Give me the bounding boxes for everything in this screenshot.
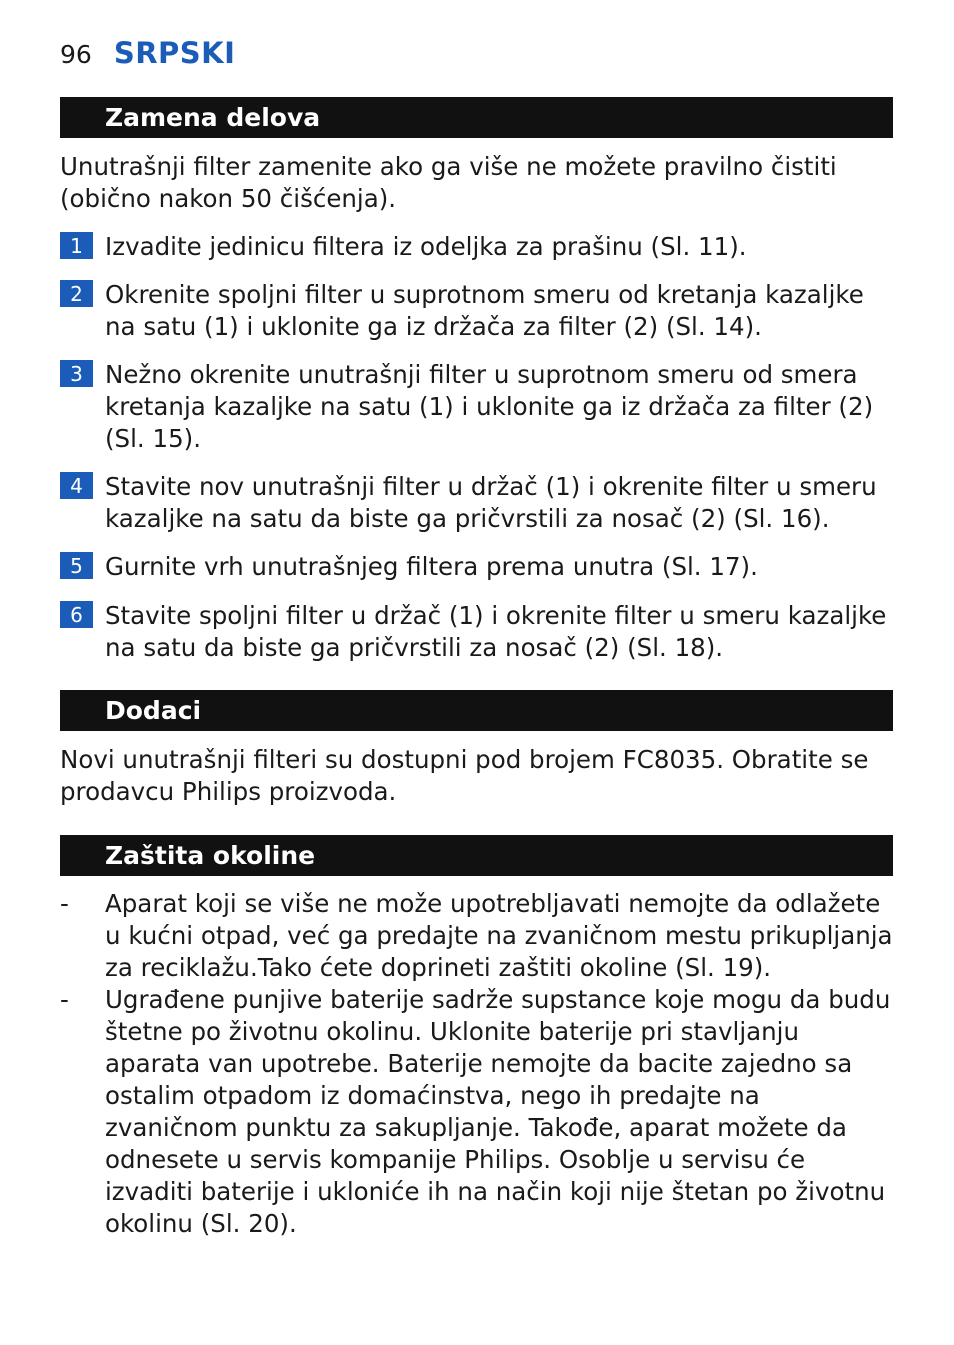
step-number-badge: 2: [60, 280, 93, 307]
step-number-badge: 6: [60, 601, 93, 628]
step-number-badge: 4: [60, 472, 93, 499]
step-item: [60, 231, 900, 263]
replacement-intro: Unutrašnji filter zamenite ako ga više ne možete pravilno čistiti (obično nakon 50 čišćenja).: [60, 152, 837, 213]
step-text: Okrenite spoljni filter u suprotnom smeru od kretanja kazaljke na satu (1) i uklonite ga iz držača za filter (2) (Sl. 14).: [105, 280, 864, 341]
accessories-text: Novi unutrašnji filteri su dostupni pod brojem FC8035. Obratite se prodavcu Philips proizvoda.: [60, 745, 869, 806]
bullet-text: Aparat koji se više ne može upotrebljavati nemojte da odlažete u kućni otpad, već ga predajte na zvaničnom mestu prikupljanja za reciklažu.Tako ćete doprineti zaštiti okoline (Sl. 19).: [105, 889, 893, 982]
step-text: Izvadite jedinicu filtera iz odeljka za prašinu (Sl. 11).: [105, 232, 747, 261]
list-item: [60, 888, 900, 984]
step-text: Nežno okrenite unutrašnji filter u suprotnom smeru od smera kretanja kazaljke na satu (1) i uklonite ga iz držača za filter (2) (Sl. 15).: [105, 360, 874, 453]
step-text: Stavite spoljni filter u držač (1) i okrenite filter u smeru kazaljke na satu da biste ga pričvrstili za nosač (2) (Sl. 18).: [105, 601, 887, 662]
step-number-badge: 3: [60, 360, 93, 387]
step-item: [60, 600, 900, 664]
step-item: [60, 279, 900, 343]
step-text: Gurnite vrh unutrašnjeg filtera prema unutra (Sl. 17).: [105, 552, 758, 581]
bullet-dash: -: [60, 889, 69, 918]
step-item: [60, 471, 900, 535]
language-title: SRPSKI: [113, 36, 236, 70]
step-item: [60, 551, 900, 583]
step-item: [60, 359, 900, 455]
step-text: Stavite nov unutrašnji filter u držač (1) i okrenite filter u smeru kazaljke na satu da biste ga pričvrstili za nosač (2) (Sl. 16).: [105, 472, 877, 533]
list-item: [60, 984, 900, 1240]
section-heading-environment: Zaštita okoline: [60, 835, 893, 876]
step-number-badge: 5: [60, 552, 93, 579]
page-number: 96: [60, 40, 92, 69]
bullet-text: Ugrađene punjive baterije sadrže supstance koje mogu da budu štetne po životnu okolinu. Uklonite baterije pri stavljanju aparata van upotrebe. Baterije nemojte da bacite zajedno sa ostalim otpadom iz domaćinstva, nego ih predajte na zvaničnom punktu za sakupljanje. Takođe, aparat možete da odnesete u servis kompanije Philips. Osoblje u servisu će izvaditi baterije i ukloniće ih na način koji nije štetan po životnu okolinu (Sl. 20).: [105, 985, 891, 1238]
step-number-badge: 1: [60, 232, 93, 259]
section-heading-replacement: Zamena delova: [60, 97, 893, 138]
section-heading-accessories: Dodaci: [60, 690, 893, 731]
page-header: [60, 36, 235, 76]
bullet-dash: -: [60, 985, 69, 1014]
